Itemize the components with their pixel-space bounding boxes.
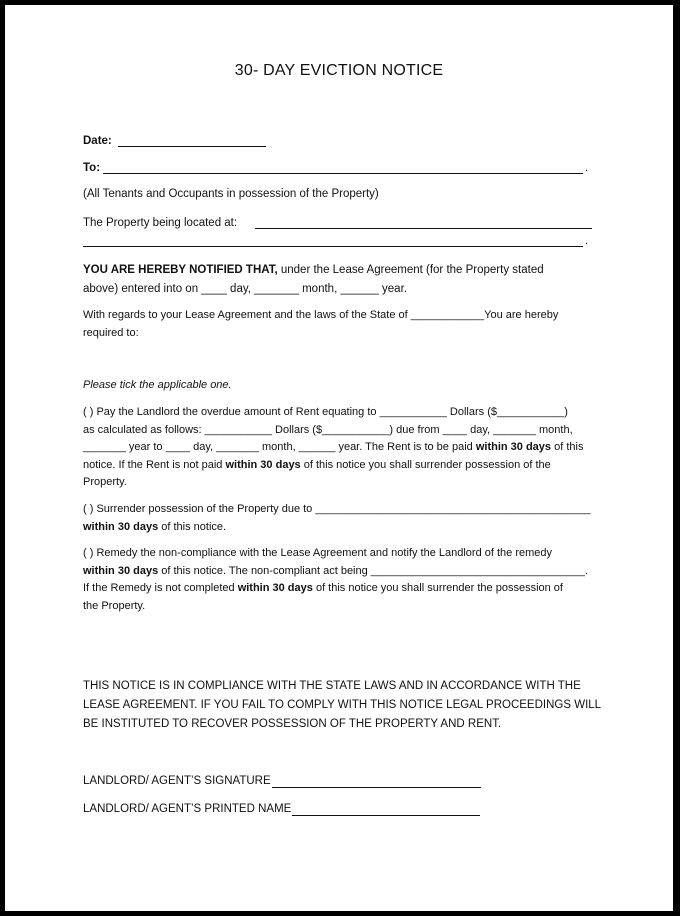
opt2-line-2: within 30 days of this notice. xyxy=(83,520,227,533)
regards-line-2: required to: xyxy=(83,326,139,339)
opt3-line-3: If the Remedy is not completed within 30 days of this notice you shall surrender the possession of xyxy=(83,582,563,594)
opt3-line-2: within 30 days of this notice. The non-compliant act being ___________________________________. xyxy=(83,564,588,577)
opt1-line-3: _______ year to ____ day, _______ month, ______ year. The Rent is to be paid within 30 days of this xyxy=(83,441,584,453)
opt1-line-5: Property. xyxy=(83,476,127,488)
to-blank-line[interactable] xyxy=(103,173,583,174)
tick-note: Please tick the applicable one. xyxy=(83,379,232,391)
opt3-line-1: ( ) Remedy the non-compliance with the Lease Agreement and notify the Landlord of the remedy xyxy=(83,547,552,559)
opt1-line-2: as calculated as follows: ___________ Dollars ($___________) due from ____ day, _______ month, xyxy=(83,423,573,436)
page-title: 30- DAY EVICTION NOTICE xyxy=(234,62,444,79)
opt2-line-1: ( ) Surrender possession of the Property due to _____________________________________________ xyxy=(83,503,591,515)
option-remedy[interactable] xyxy=(83,545,603,615)
option-pay-rent[interactable] xyxy=(83,404,603,492)
opt3-line-4: the Property. xyxy=(83,599,146,612)
property-end-dot: . xyxy=(585,235,589,247)
document-page xyxy=(5,5,673,911)
regards-paragraph xyxy=(83,307,598,342)
notified-line-2: above) entered into on ____ day, _______ month, ______ year. xyxy=(83,283,407,295)
compliance-statement xyxy=(83,677,603,734)
date-label: Date: xyxy=(83,135,112,147)
compliance-line-1: THIS NOTICE IS IN COMPLIANCE WITH THE STATE LAWS AND IN ACCORDANCE WITH THE xyxy=(83,680,581,692)
printed-name-label: LANDLORD/ AGENT’S PRINTED NAME xyxy=(83,803,292,815)
signature-blank-line[interactable] xyxy=(272,787,481,788)
opt1-line-1: ( ) Pay the Landlord the overdue amount of Rent equating to ___________ Dollars ($___________) xyxy=(83,406,568,418)
tenants-note: (All Tenants and Occupants in possession of the Property) xyxy=(83,188,379,200)
notified-paragraph xyxy=(83,261,598,299)
notified-rest: under the Lease Agreement (for the Property stated xyxy=(277,264,544,276)
regards-line-1: With regards to your Lease Agreement and the laws of the State of ____________You are hereby xyxy=(83,309,559,321)
to-end-dot: . xyxy=(585,162,589,174)
property-blank-line-2[interactable] xyxy=(83,246,583,247)
property-label: The Property being located at: xyxy=(83,217,238,229)
option-surrender[interactable] xyxy=(83,501,603,536)
signature-label: LANDLORD/ AGENT’S SIGNATURE xyxy=(83,775,271,787)
property-blank-line-1[interactable] xyxy=(255,228,592,229)
notified-bold: YOU ARE HEREBY NOTIFIED THAT, xyxy=(83,264,278,276)
compliance-line-2: LEASE AGREEMENT. IF YOU FAIL TO COMPLY WITH THIS NOTICE LEGAL PROCEEDINGS WILL xyxy=(83,699,602,711)
opt1-line-4: notice. If the Rent is not paid within 30 days of this notice you shall surrender possession of the xyxy=(83,458,551,471)
to-label: To: xyxy=(83,162,101,174)
compliance-line-3: BE INSTITUTED TO RECOVER POSSESSION OF THE PROPERTY AND RENT. xyxy=(83,718,502,730)
printed-name-blank-line[interactable] xyxy=(292,815,480,816)
date-blank-line[interactable] xyxy=(118,146,266,147)
